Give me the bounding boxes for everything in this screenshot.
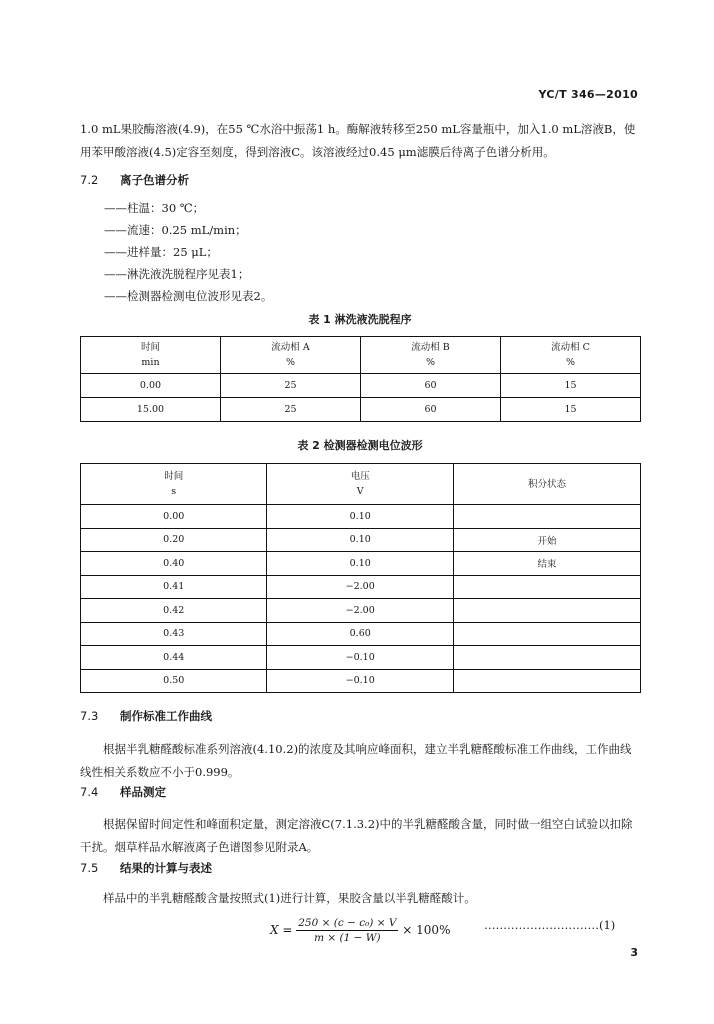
section-title: 结果的计算与表述: [120, 861, 212, 875]
list-item: ——进样量：25 μL；: [104, 245, 218, 259]
table-cell: −0.10: [267, 669, 453, 693]
formula-fraction: [296, 917, 398, 944]
document-code: YC/T 346—2010: [538, 88, 638, 101]
table-cell: 0.43: [81, 622, 267, 646]
section-number: 7.3: [80, 709, 99, 723]
table-2-caption: 表 2 检测器检测电位波形: [297, 439, 423, 452]
table-cell: 25: [221, 398, 361, 422]
formula-tail: × 100%: [402, 923, 451, 937]
table-cell: 15: [501, 398, 641, 422]
table-cell: 0.41: [81, 575, 267, 599]
table-cell: 0.42: [81, 599, 267, 623]
equation-number: …………………………(1): [484, 918, 616, 932]
table-row: [81, 622, 641, 646]
table-row: [81, 374, 641, 398]
table-cell: 60: [361, 374, 501, 398]
table-cell: [453, 575, 640, 599]
table-1: [80, 336, 641, 422]
table-row: [81, 552, 641, 576]
list-item: ——淋洗液洗脱程序见表1；: [104, 267, 250, 281]
table-header-row: [81, 337, 641, 374]
header-cell: 时间 s: [81, 464, 267, 505]
table-cell: 0.10: [267, 505, 453, 529]
table-cell: [453, 599, 640, 623]
table-cell: 0.10: [267, 528, 453, 552]
table-header-row: [81, 464, 641, 505]
header-cell: 流动相 A %: [221, 337, 361, 374]
list-item: ——检测器检测电位波形见表2。: [104, 289, 273, 303]
formula-denominator: m × (1 − W): [314, 932, 381, 944]
table-row: [81, 505, 641, 529]
formula-lhs: X =: [270, 923, 293, 937]
section-7-5-heading: [80, 860, 212, 876]
table-cell: 0.44: [81, 646, 267, 670]
list-item: ——流速：0.25 mL/min；: [104, 223, 247, 237]
formula-numerator: 250 × (c − c₀) × V: [298, 917, 397, 929]
section-7-3-heading: [80, 708, 212, 724]
conditions-list: [104, 197, 272, 307]
table-cell: [453, 505, 640, 529]
table-cell: [453, 646, 640, 670]
table-cell: 0.40: [81, 552, 267, 576]
table-cell: 25: [221, 374, 361, 398]
table-row: [81, 599, 641, 623]
table-cell: −0.10: [267, 646, 453, 670]
header-cell: 电压 V: [267, 464, 453, 505]
section-7-3-text: 根据半乳糖醛酸标准系列溶液(4.10.2)的浓度及其响应峰面积，建立半乳糖醛酸标准工作曲线，工作曲线线性相关系数应不小于0.999。: [80, 742, 632, 779]
section-title: 制作标准工作曲线: [120, 709, 212, 723]
table-cell: 0.20: [81, 528, 267, 552]
header-cell: 积分状态: [453, 464, 640, 505]
formula-1: [270, 917, 450, 944]
table-cell: −2.00: [267, 575, 453, 599]
section-7-4-text: 根据保留时间定性和峰面积定量，测定溶液C(7.1.3.2)中的半乳糖醛酸含量，同时做一组空白试验以扣除干扰。烟草样品水解液离子色谱图参见附录A。: [80, 817, 633, 854]
table-row: [81, 575, 641, 599]
section-number: 7.2: [80, 173, 99, 187]
table-row: [81, 528, 641, 552]
header-cell: 时间 min: [81, 337, 221, 374]
table-row: [81, 669, 641, 693]
section-7-4-heading: [80, 784, 166, 800]
table-cell: 60: [361, 398, 501, 422]
intro-paragraph: 1.0 mL果胶酶溶液(4.9)，在55 ℃水浴中振荡1 h。酶解液转移至250 mL容量瓶中，加入1.0 mL溶液B，使用苯甲酸溶液(4.5)定容至刻度，得到溶液C。该溶液经过0.45 μm滤膜后待离子色谱分析用。: [80, 122, 636, 159]
section-title: 样品测定: [120, 785, 166, 799]
list-item: ——柱温：30 ℃；: [104, 201, 205, 215]
table-row: [81, 646, 641, 670]
table-cell: −2.00: [267, 599, 453, 623]
table-cell: 0.50: [81, 669, 267, 693]
table-cell: 0.60: [267, 622, 453, 646]
table-cell: 15.00: [81, 398, 221, 422]
section-number: 7.4: [80, 785, 99, 799]
header-cell: 流动相 C %: [501, 337, 641, 374]
section-7-5-text: 样品中的半乳糖醛酸含量按照式(1)进行计算，果胶含量以半乳糖醛酸计。: [103, 891, 476, 905]
table-row: [81, 398, 641, 422]
table-cell: [453, 669, 640, 693]
table-1-caption: 表 1 淋洗液洗脱程序: [308, 313, 412, 326]
page-number: 3: [630, 946, 638, 959]
table-cell: 0.00: [81, 374, 221, 398]
table-cell: 结束: [453, 552, 640, 576]
table-cell: [453, 622, 640, 646]
section-7-2-heading: [80, 172, 189, 188]
section-title: 离子色谱分析: [120, 173, 189, 187]
table-cell: 开始: [453, 528, 640, 552]
table-cell: 0.00: [81, 505, 267, 529]
header-cell: 流动相 B %: [361, 337, 501, 374]
table-cell: 0.10: [267, 552, 453, 576]
table-cell: 15: [501, 374, 641, 398]
section-number: 7.5: [80, 861, 99, 875]
table-2: [80, 463, 641, 693]
